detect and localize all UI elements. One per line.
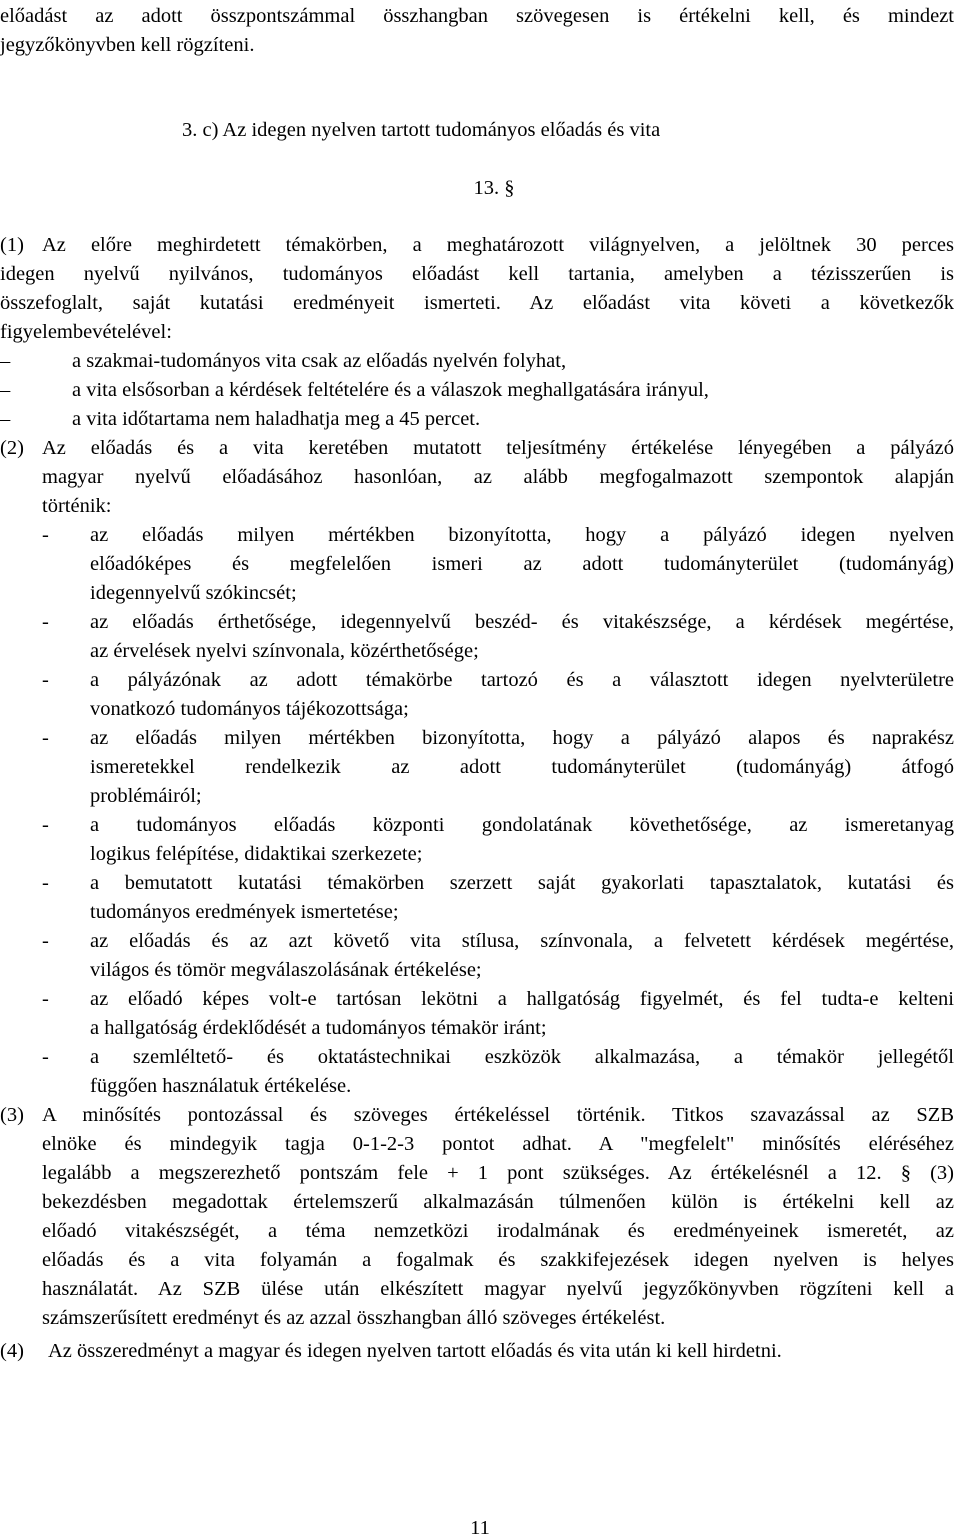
paragraph-number: (3) xyxy=(0,1104,24,1126)
list-item: a pályázónak az adott témakörbe tartozó és a választott idegen nyelvterületre xyxy=(90,669,954,691)
list-item: a vita elsősorban a kérdések feltételére és a válaszok meghallgatására irányul, xyxy=(72,379,709,401)
list-item: az előadás milyen mértékben bizonyította, hogy a pályázó idegen nyelven xyxy=(90,524,954,546)
list-dash: - xyxy=(42,611,49,633)
paragraph-line: bekezdésben megadottak értelemszerű alkalmazásán túlmenően külön is értékelni kell az xyxy=(42,1191,954,1213)
paragraph-line: használatát. Az SZB ülése után elkészített magyar nyelvű jegyzőkönyvben rögzíteni kell a xyxy=(42,1278,954,1300)
paragraph-line: számszerűsített eredményt és az azzal összhangban álló szöveges értékelést. xyxy=(42,1307,666,1329)
paragraph-line: történik: xyxy=(42,495,112,517)
section-mark: 13. § xyxy=(473,177,515,199)
paragraph-line: Az előadás és a vita keretében mutatott teljesítmény értékelése lényegében a pályázó xyxy=(42,437,954,459)
list-dash: – xyxy=(0,408,11,430)
paragraph-line: legalább a megszerezhető pontszám fele + 1 pont szükséges. Az értékelésnél a 12. § (3) xyxy=(42,1162,954,1184)
list-item: a szemléltető- és oktatástechnikai eszközök alkalmazása, a témakör jellegétől xyxy=(90,1046,954,1068)
continuation-line: jegyzőkönyvben kell rögzíteni. xyxy=(0,34,255,56)
paragraph-line: Az összeredményt a magyar és idegen nyelven tartott előadás és vita után ki kell hirdetni. xyxy=(48,1340,782,1362)
paragraph-line: elnöke és mindegyik tagja 0-1-2-3 pontot adhat. A "megfelelt" minősítés eléréséhez xyxy=(42,1133,954,1155)
list-item: a tudományos előadás központi gondolatának követhetősége, az ismeretanyag xyxy=(90,814,954,836)
paragraph-number: (4) xyxy=(0,1340,24,1362)
list-item: világos és tömör megválaszolásának értékelése; xyxy=(90,959,482,981)
list-dash: - xyxy=(42,669,49,691)
continuation-line: előadást az adott összpontszámmal összhangban szövegesen is értékelni kell, és mindezt xyxy=(0,5,954,27)
list-dash: - xyxy=(42,814,49,836)
list-dash: - xyxy=(42,930,49,952)
list-dash: - xyxy=(42,727,49,749)
list-item: az előadás érthetősége, idegennyelvű beszéd- és vitakészsége, a kérdések megértése, xyxy=(90,611,954,633)
list-item: az előadás és az azt követő vita stílusa, színvonala, a felvetett kérdések megértése, xyxy=(90,930,954,952)
paragraph-line: magyar nyelvű előadásához hasonlóan, az alább megfogalmazott szempontok alapján xyxy=(42,466,954,488)
list-item: az előadás milyen mértékben bizonyította, hogy a pályázó alapos és naprakész xyxy=(90,727,954,749)
list-item: idegennyelvű szókincsét; xyxy=(90,582,297,604)
list-item: logikus felépítése, didaktikai szerkezete; xyxy=(90,843,423,865)
list-item: előadóképes és megfelelően ismeri az adott tudományterület (tudományág) xyxy=(90,553,954,575)
page-number: 11 xyxy=(470,1517,490,1539)
paragraph-line: A minősítés pontozással és szöveges értékeléssel történik. Titkos szavazással az SZB xyxy=(42,1104,954,1126)
paragraph-line: előadás és a vita folyamán a fogalmak és szakkifejezések idegen nyelven is helyes xyxy=(42,1249,954,1271)
list-item: a bemutatott kutatási témakörben szerzett saját gyakorlati tapasztalatok, kutatási és xyxy=(90,872,954,894)
paragraph-line: összefoglalt, saját kutatási eredményeit ismerteti. Az előadást vita követi a következők xyxy=(0,292,954,314)
list-dash: - xyxy=(42,872,49,894)
section-heading: 3. c) Az idegen nyelven tartott tudományos előadás és vita xyxy=(182,119,661,141)
list-item: ismeretekkel rendelkezik az adott tudományterület (tudományág) átfogó xyxy=(90,756,954,778)
list-dash: - xyxy=(42,988,49,1010)
list-item: az érvelések nyelvi színvonala, közérthetősége; xyxy=(90,640,479,662)
list-item: tudományos eredmények ismertetése; xyxy=(90,901,399,923)
list-item: problémáiról; xyxy=(90,785,202,807)
list-item: függően használatuk értékelése. xyxy=(90,1075,352,1097)
paragraph-line: előadó vitakészségét, a téma nemzetközi irodalmának és eredményeinek ismeretét, az xyxy=(42,1220,954,1242)
list-dash: – xyxy=(0,379,11,401)
paragraph-number: (1) xyxy=(0,234,24,256)
paragraph-line: figyelembevételével: xyxy=(0,321,172,343)
paragraph-line: idegen nyelvű nyilvános, tudományos előadást kell tartania, amelyben a tézisszerűen is xyxy=(0,263,954,285)
list-dash: – xyxy=(0,350,11,372)
list-item: a szakmai-tudományos vita csak az előadás nyelvén folyhat, xyxy=(72,350,567,372)
list-item: a hallgatóság érdeklődését a tudományos témakör iránt; xyxy=(90,1017,547,1039)
list-dash: - xyxy=(42,524,49,546)
list-item: az előadó képes volt-e tartósan lekötni a hallgatóság figyelmét, és fel tudta-e kelteni xyxy=(90,988,954,1010)
list-item: vonatkozó tudományos tájékozottsága; xyxy=(90,698,409,720)
list-dash: - xyxy=(42,1046,49,1068)
paragraph-number: (2) xyxy=(0,437,24,459)
list-item: a vita időtartama nem haladhatja meg a 45 percet. xyxy=(72,408,481,430)
paragraph-line: Az előre meghirdetett témakörben, a meghatározott világnyelven, a jelöltnek 30 perces xyxy=(42,234,954,256)
